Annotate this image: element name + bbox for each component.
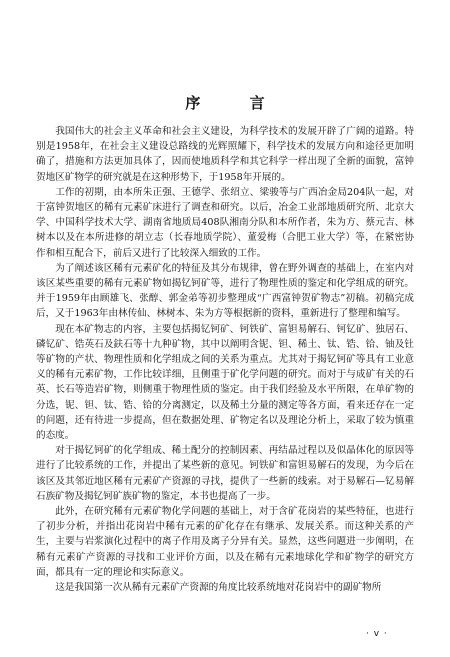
paragraph: 这是我国第一次从稀有元素矿产资源的角度比较系统地对花岗岩中的副矿物所 <box>55 582 382 594</box>
paragraph: 对于揭钇钶矿的化学组成、稀土配分的控制因素、再结晶过程以及似晶体化的原因等进行了比较系统的工作，并提出了某些新的意见。钶铁矿和富钽易解石的发现，为今后在该区及其邻近地区稀有元素矿产资源的寻找，提供了一些新的线索。对于易解石—钇易解石族矿物及揭钇钶矿族矿物的鉴定，本书也提高了一步。 <box>36 445 414 502</box>
preface-body <box>36 124 414 595</box>
preface-title: 序 言 <box>185 94 287 112</box>
paragraph: 为了阐述该区稀有元素矿化的特征及其分布规律，曾在野外调查的基础上，在室内对该区某些重要的稀有元素矿物如揭钇钶矿等，进行了物理性质的鉴定和化学组成的研究。并于1959年由顾雄飞、张醇、郭金弟等初步整理成“广西富钟贺矿物志”初稿。初稿完成后，又于1963年由林传仙、林树本、朱为方等根据新的资料，重新进行了整理和编写。 <box>36 262 414 320</box>
paragraph: 此外，在研究稀有元素矿物化学问题的基础上，对于含矿花岗岩的某些特征，也进行了初步分析，并指出花岗岩中稀有元素的矿化存在有继承、发展关系。而这种关系的产生，主要与岩浆演化过程中的离子作用及离子分异有关。显然，这些问题进一步阐明，在稀有元素矿产资源的寻找和工业评价方面，以及在稀有元素地球化学和矿物学的研究方面，都具有一定的理论和实际意义。 <box>36 506 414 578</box>
page-number: · v · <box>366 629 388 639</box>
paragraph: 现在本矿物志的内容，主要包括揭钇钶矿、钶铁矿、富钽易解石、钶钇矿、独居石、磷钇矿、锆英石及鈇石等十九种矿物，其中以阐明含铌、钽、稀土、钛、锆、铪、铀及钍等矿物的产状、物理性质和化学组成之间的关系为重点。尤其对于揭钇钶矿等具有工业意义的稀有元素矿物，工作比较详细，且侧重于矿化学问题的研究。而对于与成矿有关的石英、长石等造岩矿物，则侧重于物理性质的鉴定。由于我们经验及水平所限，在单矿物的分选，铌、钽、钛、锆、铪的分离测定，以及稀土分量的测定等各方面，看来还存在一定的问题，还有待进一步提高，但在数据处理、矿物定名以及理论分析上，采取了较为慎重的态度。 <box>36 323 414 442</box>
paragraph: 我国伟大的社会主义革命和社会主义建设，为科学技术的发展开辟了广阔的道路。特别是1958年，在社会主义建设总路线的光辉照耀下，科学技术的发展方向和途径更加明确了，措施和方法更加具体了，因而使地质科学和其它科学一样出现了全新的面貌，富钟贺地区矿物学的研究就是在这种形势下，于1958年开展的。 <box>36 126 414 183</box>
paragraph: 工作的初期，由本所朱正强、王德学、张绍立、梁骏等与广西冶金局204队一起，对于富钟贺地区的稀有元素矿床进行了调查和研究。以后，冶金工业部地质研究所、北京大学、中国科学技术大学、湖南省地质局408队湘南分队和本所作者，朱为方、蔡元吉、林树本以及在本所进修的胡立志（长春地质学院）、董爱梅（合肥工业大学）等，在紧密协作和相互配合下，前后又进行了比较深入细致的工作。 <box>36 186 414 259</box>
